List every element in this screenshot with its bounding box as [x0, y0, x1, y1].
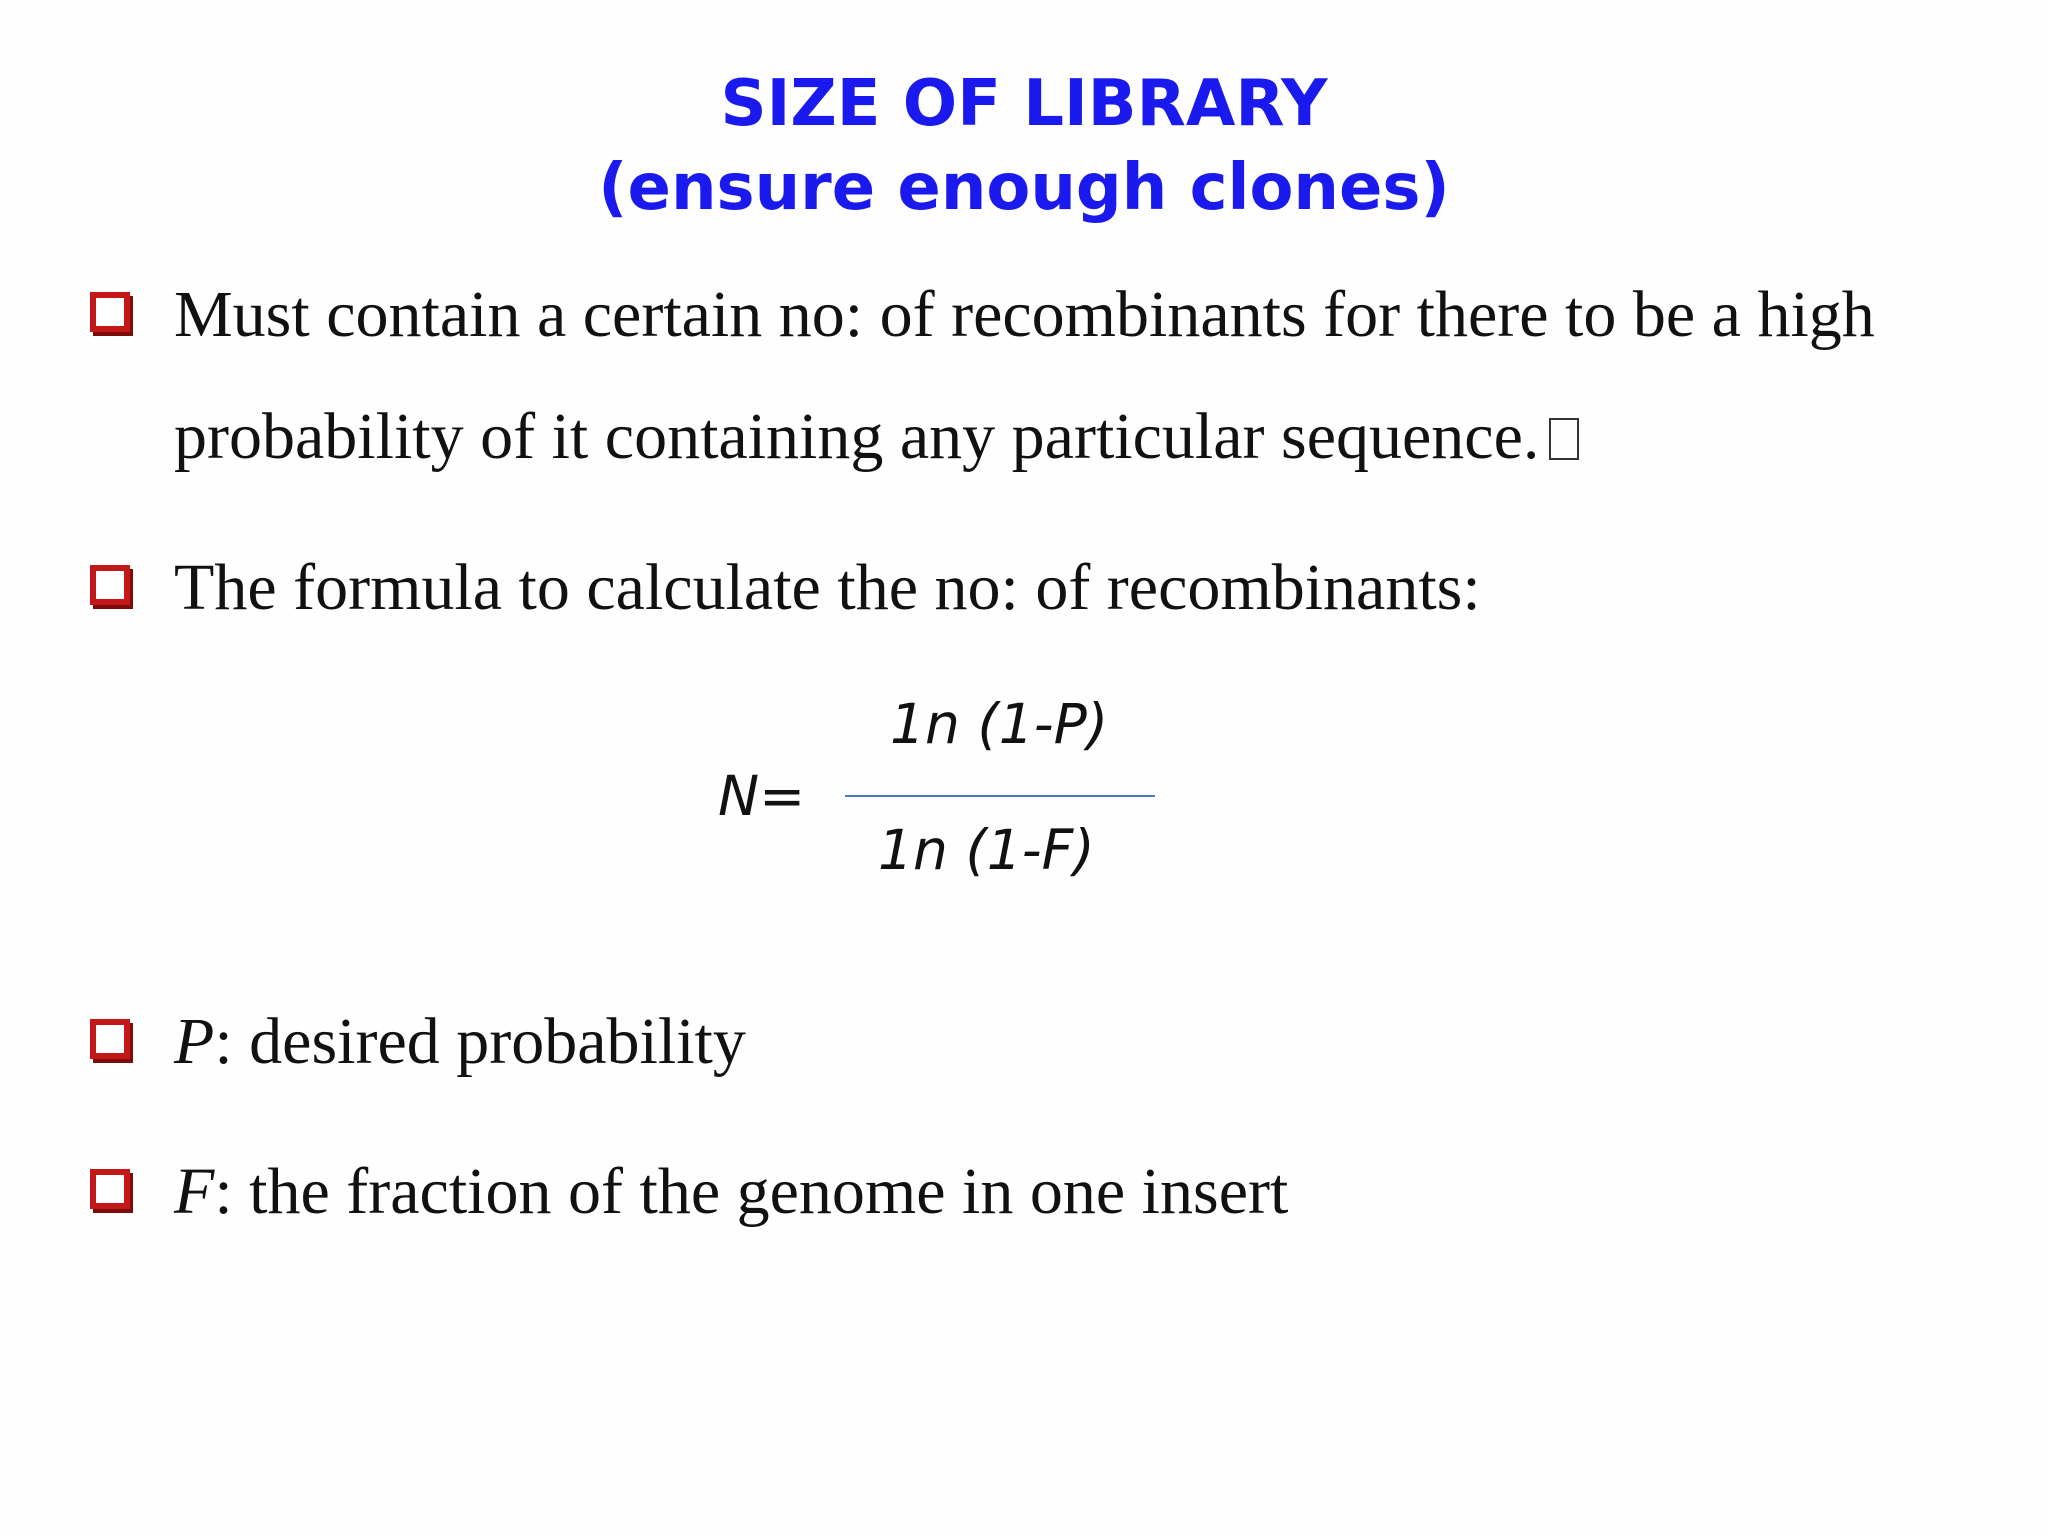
bullet-3-text: [174, 981, 746, 1103]
hollow-square-bullet-icon: [90, 292, 130, 332]
title-line-1: SIZE OF LIBRARY: [720, 67, 1328, 141]
variable-p: P: [174, 1005, 215, 1078]
slide-title: [0, 62, 2048, 230]
formula-denominator: 1n (1-F): [878, 818, 1095, 882]
hollow-square-bullet-icon: [90, 1019, 130, 1059]
missing-glyph-box-icon: [1549, 418, 1579, 460]
hollow-square-bullet-icon: [90, 565, 130, 605]
bullet-1-line-2: [174, 376, 1579, 498]
hollow-square-bullet-icon: [90, 1169, 130, 1209]
bullet-4-text: [174, 1131, 1288, 1253]
variable-f: F: [174, 1155, 215, 1228]
bullet-1-line-2-text: probability of it containing any particular sequence.: [174, 400, 1540, 473]
fraction-bar: [845, 795, 1155, 797]
bullet-1-line-1: Must contain a certain no: of recombinants for there to be a high: [174, 278, 1875, 351]
formula-lhs: N=: [718, 764, 806, 828]
title-line-2: (ensure enough clones): [598, 151, 1450, 225]
bullet-4-description: : the fraction of the genome in one insert: [214, 1155, 1289, 1228]
bullet-2-text: The formula to calculate the no: of recombinants:: [174, 551, 1481, 624]
bullet-3-description: : desired probability: [214, 1005, 746, 1078]
formula-numerator: 1n (1-P): [890, 692, 1109, 756]
